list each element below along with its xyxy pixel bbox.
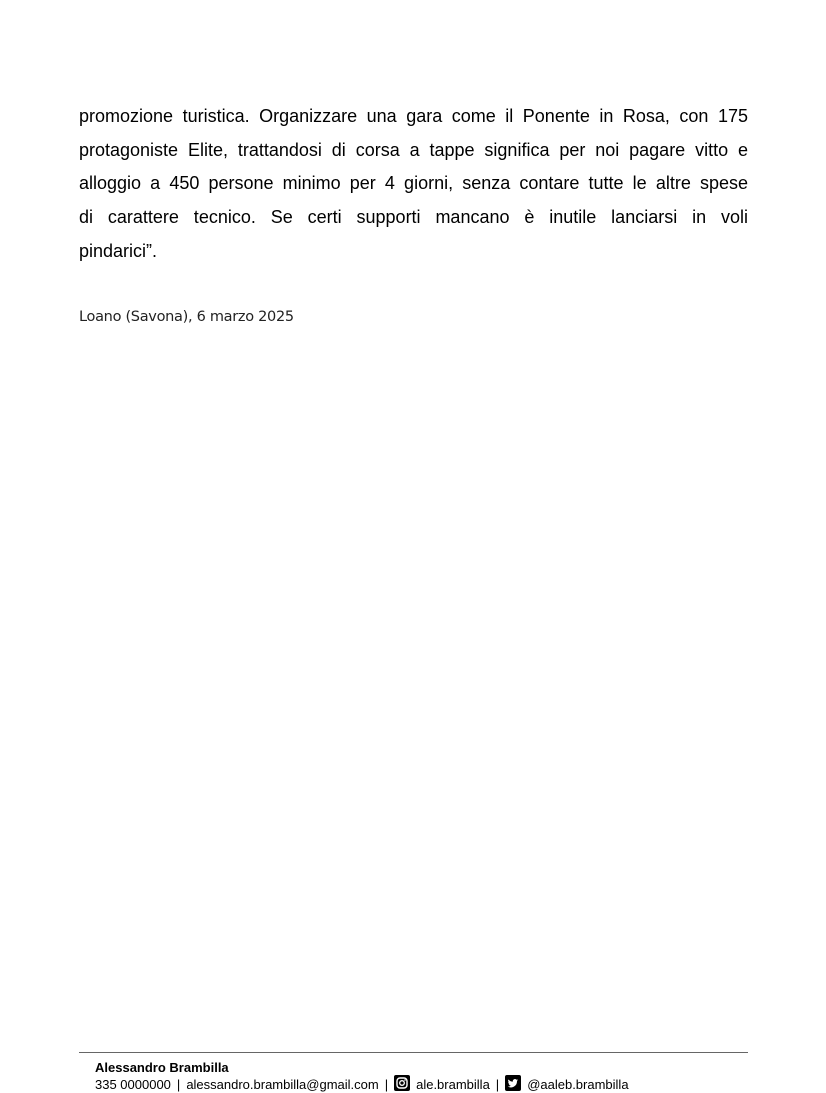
footer-instagram[interactable]: ale.brambilla (416, 1077, 490, 1092)
footer-divider (79, 1052, 748, 1053)
footer-phone: 335 0000000 (95, 1077, 171, 1092)
body-line: pindarici”. (79, 240, 158, 261)
article-body (79, 100, 748, 269)
footer (95, 1059, 745, 1093)
footer-twitter[interactable]: @aaleb.brambilla (527, 1077, 629, 1092)
footer-author-name: Alessandro Brambilla (95, 1060, 229, 1075)
body-line: di carattere tecnico. Se certi supporti mancano è inutile lanciarsi in voli (79, 207, 748, 228)
body-line: promozione turistica. Organizzare una gara come il Ponente in Rosa, con 175 (79, 106, 748, 126)
instagram-icon (394, 1075, 410, 1091)
footer-email[interactable]: alessandro.brambilla@gmail.com (186, 1077, 379, 1092)
footer-separator: | (384, 1077, 389, 1092)
twitter-icon (505, 1075, 521, 1091)
place-date: Loano (Savona), 6 marzo 2025 (79, 309, 294, 325)
footer-separator: | (176, 1077, 181, 1092)
body-line: protagoniste Elite, trattandosi di corsa a tappe significa per noi pagare vitto e (79, 139, 748, 160)
footer-contact-line (95, 1076, 745, 1093)
body-line: alloggio a 450 persone minimo per 4 giorni, senza contare tutte le altre spese (79, 173, 748, 194)
footer-separator: | (495, 1077, 500, 1092)
